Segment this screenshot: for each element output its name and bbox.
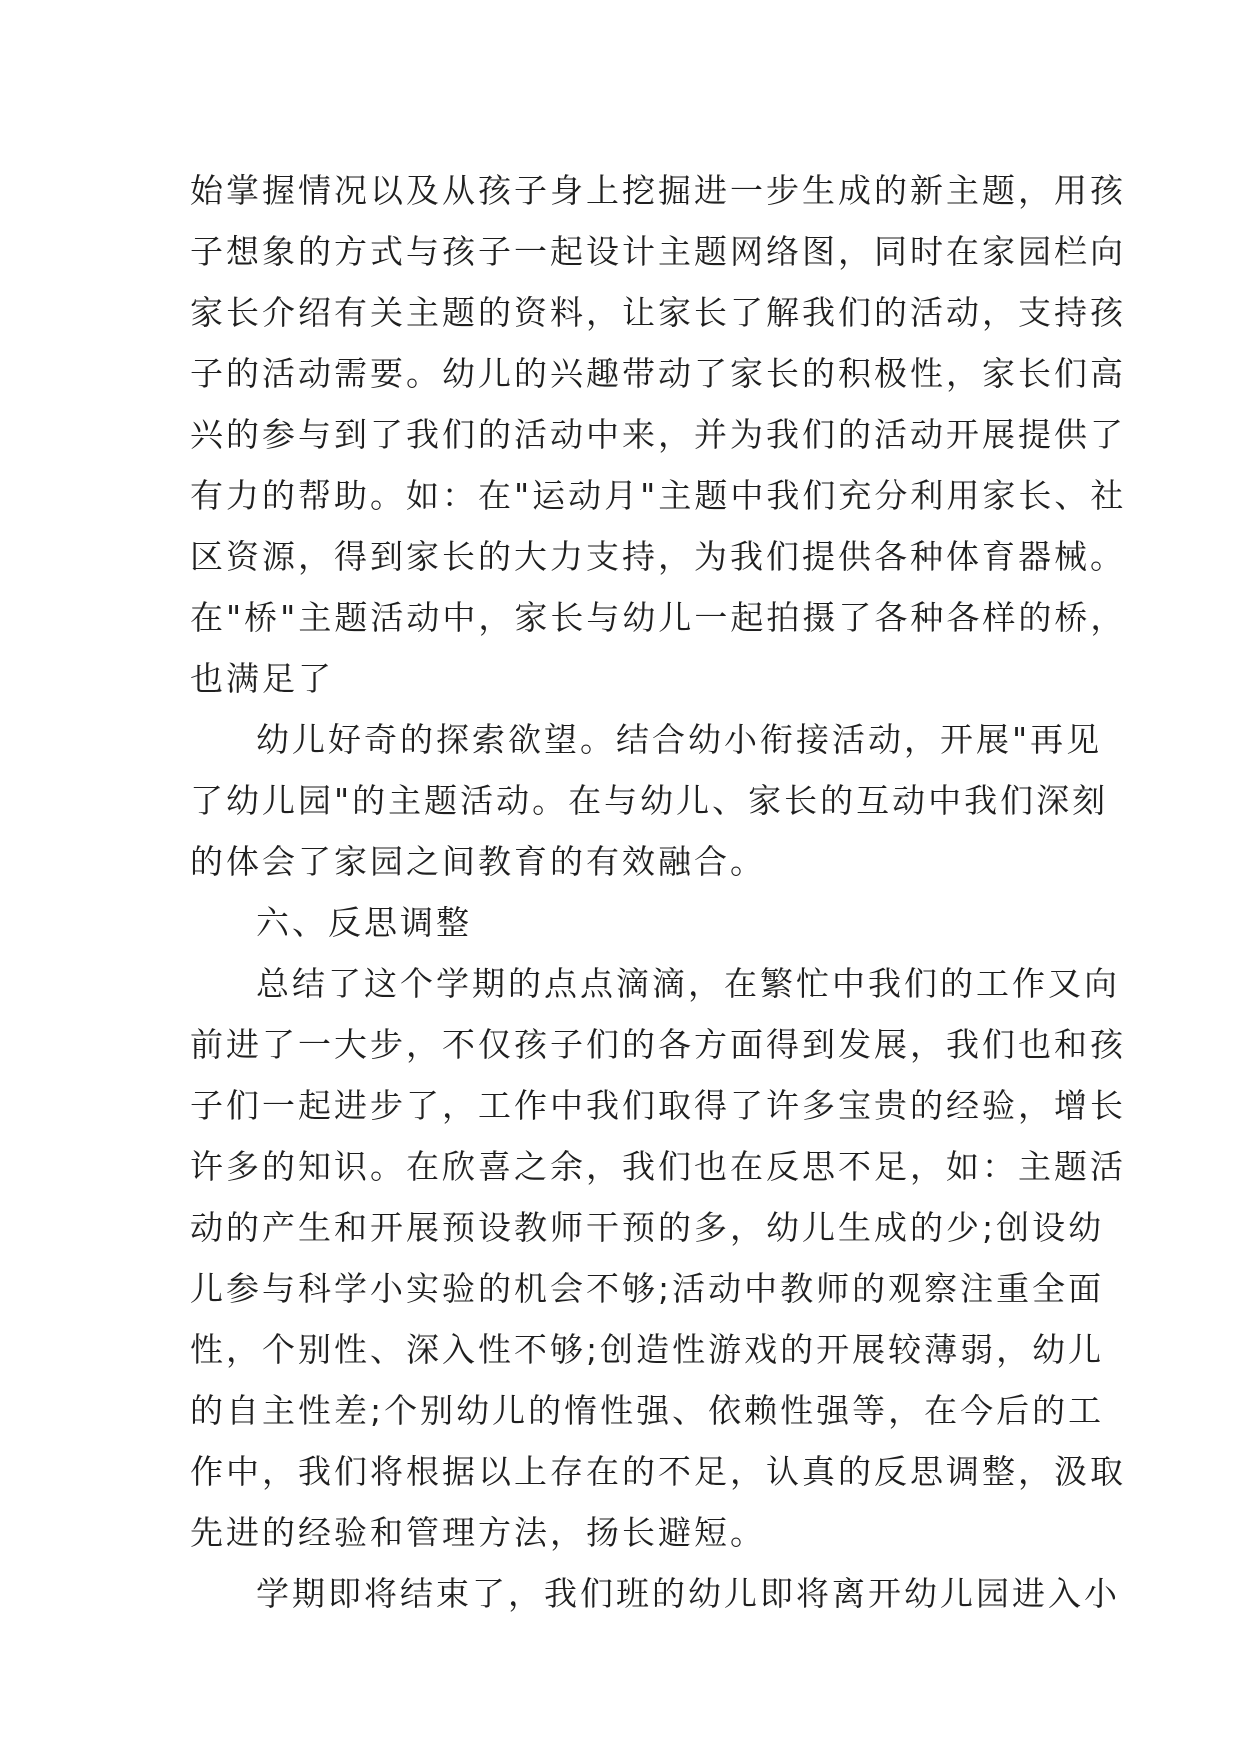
text-line: 的体会了家园之间教育的有效融合。 [190,842,766,881]
text-line: 先进的经验和管理方法，扬长避短。 [190,1513,766,1552]
text-line: 前进了一大步，不仅孩子们的各方面得到发展，我们也和孩 [190,1025,1126,1064]
text-line: 兴的参与到了我们的活动中来，并为我们的活动开展提供了 [190,415,1126,454]
text-line: 幼儿好奇的探索欲望。结合幼小衔接活动，开展"再见 [256,720,1103,759]
text-line: 也满足了 [190,659,334,698]
text-line: 学期即将结束了，我们班的幼儿即将离开幼儿园进入小 [256,1574,1120,1613]
text-line: 子们一起进步了，工作中我们取得了许多宝贵的经验，增长 [190,1086,1126,1125]
text-line: 总结了这个学期的点点滴滴，在繁忙中我们的工作又向 [256,964,1120,1003]
paragraph [190,709,1109,892]
document-body [190,160,1127,1624]
text-line: 子的活动需要。幼儿的兴趣带动了家长的积极性，家长们高 [190,354,1126,393]
text-line: 儿参与科学小实验的机会不够;活动中教师的观察注重全面 [190,1269,1105,1308]
section-heading-text: 六、反思调整 [256,903,472,942]
text-line: 区资源，得到家长的大力支持，为我们提供各种体育器械。 [190,537,1126,576]
text-line: 的自主性差;个别幼儿的惰性强、依赖性强等，在今后的工 [190,1391,1105,1430]
text-line: 作中，我们将根据以上存在的不足，认真的反思调整，汲取 [190,1452,1126,1491]
section-heading [190,892,1070,953]
text-line: 许多的知识。在欣喜之余，我们也在反思不足，如：主题活 [190,1147,1126,1186]
paragraph-continuation [190,160,1127,709]
text-line: 性，个别性、深入性不够;创造性游戏的开展较薄弱，幼儿 [190,1330,1105,1369]
paragraph [190,953,1126,1563]
paragraph [190,1563,1120,1624]
text-line: 子想象的方式与孩子一起设计主题网络图，同时在家园栏向 [190,232,1126,271]
text-line: 有力的帮助。如：在"运动月"主题中我们充分利用家长、社 [190,476,1127,515]
text-line: 动的产生和开展预设教师干预的多，幼儿生成的少;创设幼 [190,1208,1105,1247]
text-line: 始掌握情况以及从孩子身上挖掘进一步生成的新主题，用孩 [190,171,1126,210]
text-line: 家长介绍有关主题的资料，让家长了解我们的活动，支持孩 [190,293,1126,332]
text-line: 在"桥"主题活动中，家长与幼儿一起拍摄了各种各样的桥， [190,598,1127,637]
text-line: 了幼儿园"的主题活动。在与幼儿、家长的互动中我们深刻 [190,781,1109,820]
